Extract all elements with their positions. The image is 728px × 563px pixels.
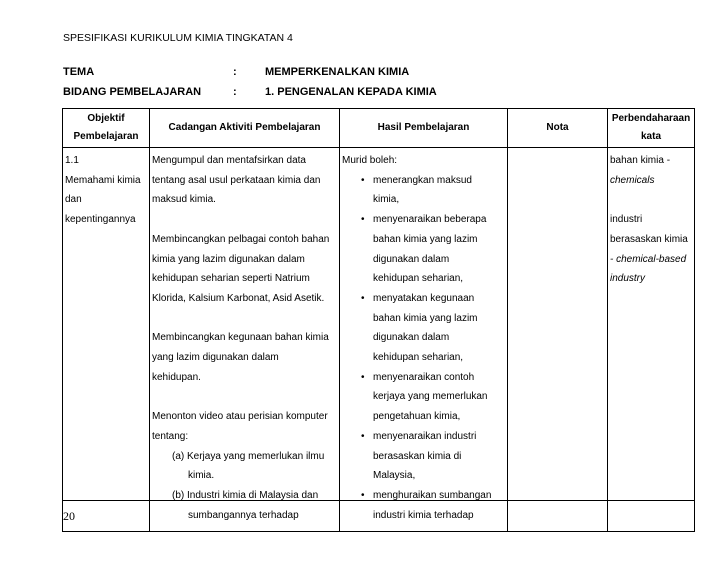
- cell-nota: [508, 148, 608, 532]
- list-item: • menyatakan kegunaan: [342, 289, 505, 309]
- cell-hasil: Murid boleh: • menerangkan maksud kimia, • menyenaraikan beberapa bahan kimia yang lazim digunakan dalam kehidupan seharian, • menyatakan kegunaan bahan kimia yang lazim digunakan dalam kehidupan seharian, • menyenaraikan contoh kerjaya yang memerlukan pengetahuan kimia, • menyenaraikan industri berasaskan kimia di Malaysia, • menghuraikan sumbangan industri kimia terhadap: [340, 148, 508, 532]
- table-row: [63, 148, 695, 532]
- header-perbendaharaan: Perbendaharaan kata: [608, 109, 695, 148]
- header-cadangan: Cadangan Aktiviti Pembelajaran: [150, 109, 340, 148]
- bidang-value: 1. PENGENALAN KEPADA KIMIA: [265, 86, 437, 98]
- header-hasil: Hasil Pembelajaran: [340, 109, 508, 148]
- list-item: • menerangkan maksud: [342, 171, 505, 191]
- header-nota: Nota: [508, 109, 608, 148]
- table-header-row: [63, 109, 695, 148]
- syllabus-table: [62, 108, 695, 532]
- page-number: 20: [63, 509, 75, 523]
- bidang-label: BIDANG PEMBELAJARAN: [63, 86, 202, 98]
- list-item: • menyenaraikan industri: [342, 427, 505, 447]
- cell-objektif: 1.1 Memahami kimia dan kepentingannya: [63, 148, 150, 532]
- header-objektif: Objektif Pembelajaran: [63, 109, 150, 148]
- running-header: SPESIFIKASI KURIKULUM KIMIA TINGKATAN 4: [63, 32, 293, 44]
- list-item: • menyenaraikan contoh: [342, 368, 505, 388]
- cell-cadangan: Mengumpul dan mentafsirkan data tentang asal usul perkataan kimia dan maksud kimia. Membincangkan pelbagai contoh bahan kimia yang lazim digunakan dalam kehidupan seharian seperti Natrium Klorida, Kalsium Karbonat, Asid Asetik. Membincangkan kegunaan bahan kimia yang lazim digunakan dalam kehidupan. Menonton video atau perisian komputer tentang: (a) Kerjaya yang memerlukan ilmu kimia. (b) Industri kimia di Malaysia dan sumbangannya terhadap: [150, 148, 340, 532]
- tema-value: MEMPERKENALKAN KIMIA: [265, 66, 410, 78]
- list-item: • menyenaraikan beberapa: [342, 210, 505, 230]
- bidang-colon: :: [233, 86, 237, 98]
- cell-perbendaharaan: bahan kimia - chemicals industri berasaskan kimia - chemical-based industry: [608, 148, 695, 532]
- tema-label: TEMA: [63, 66, 95, 78]
- list-item: • menghuraikan sumbangan: [342, 486, 505, 506]
- footer-rule: [62, 500, 694, 501]
- tema-colon: :: [233, 66, 237, 78]
